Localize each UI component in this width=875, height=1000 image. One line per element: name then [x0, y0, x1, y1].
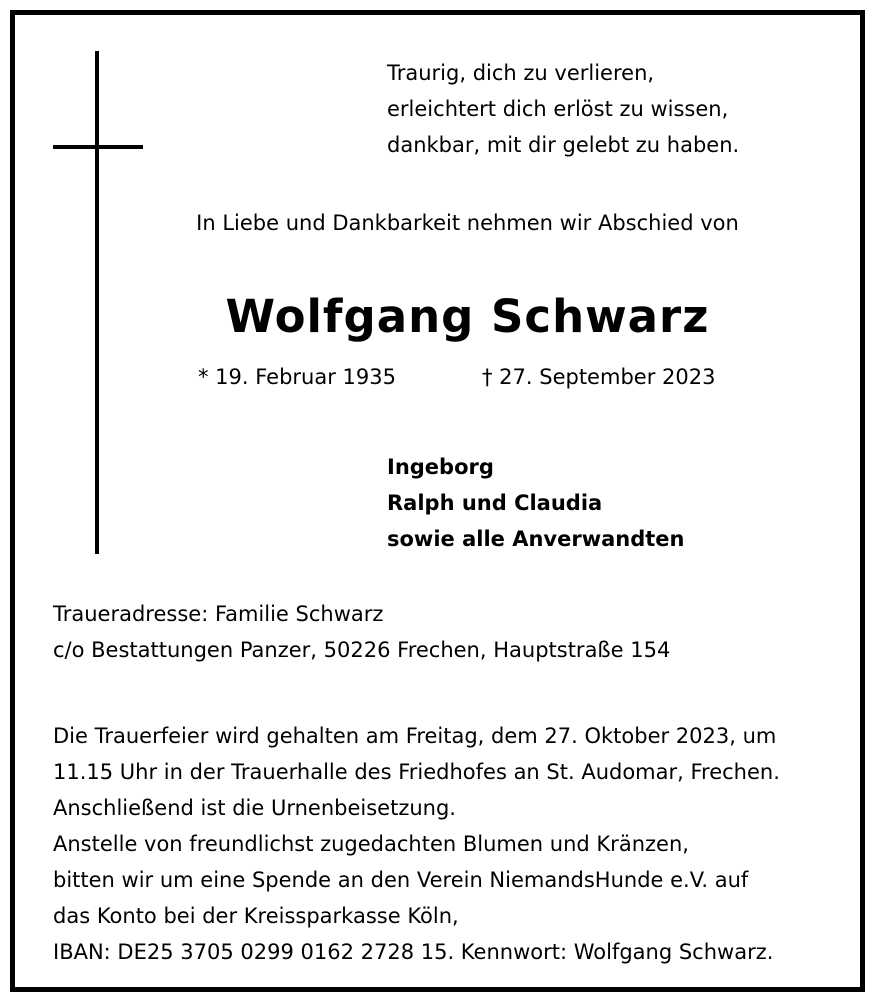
address-line: c/o Bestattungen Panzer, 50226 Frechen, Hauptstraße 154: [53, 638, 671, 662]
mourner: Ingeborg: [387, 455, 494, 479]
mourner: sowie alle Anverwandten: [387, 527, 685, 551]
death-date: † 27. September 2023: [482, 365, 716, 389]
cross-icon-bar: [53, 145, 143, 149]
mourners-list: [387, 449, 684, 557]
poem: [387, 55, 739, 163]
mourner: Ralph und Claudia: [387, 491, 603, 515]
poem-line: erleichtert dich erlöst zu wissen,: [387, 97, 729, 121]
service-line: das Konto bei der Kreissparkasse Köln,: [53, 904, 459, 928]
address-line: Traueradresse: Familie Schwarz: [53, 602, 384, 626]
service-line: Anstelle von freundlichst zugedachten Blumen und Kränzen,: [53, 832, 689, 856]
birth-date: * 19. Februar 1935: [198, 365, 396, 389]
poem-line: Traurig, dich zu verlieren,: [387, 61, 655, 85]
intro-text: In Liebe und Dankbarkeit nehmen wir Abschied von: [196, 211, 739, 235]
deceased-name: Wolfgang Schwarz: [225, 290, 710, 343]
service-line: bitten wir um eine Spende an den Verein NiemandsHunde e.V. auf: [53, 868, 749, 892]
mourning-address: [53, 596, 670, 668]
service-line: Anschließend ist die Urnenbeisetzung.: [53, 796, 456, 820]
poem-line: dankbar, mit dir gelebt zu haben.: [387, 133, 740, 157]
service-line: Die Trauerfeier wird gehalten am Freitag, dem 27. Oktober 2023, um: [53, 724, 777, 748]
service-line: IBAN: DE25 3705 0299 0162 2728 15. Kennwort: Wolfgang Schwarz.: [53, 940, 774, 964]
service-line: 11.15 Uhr in der Trauerhalle des Friedhofes an St. Audomar, Frechen.: [53, 760, 780, 784]
service-details: [53, 718, 780, 970]
